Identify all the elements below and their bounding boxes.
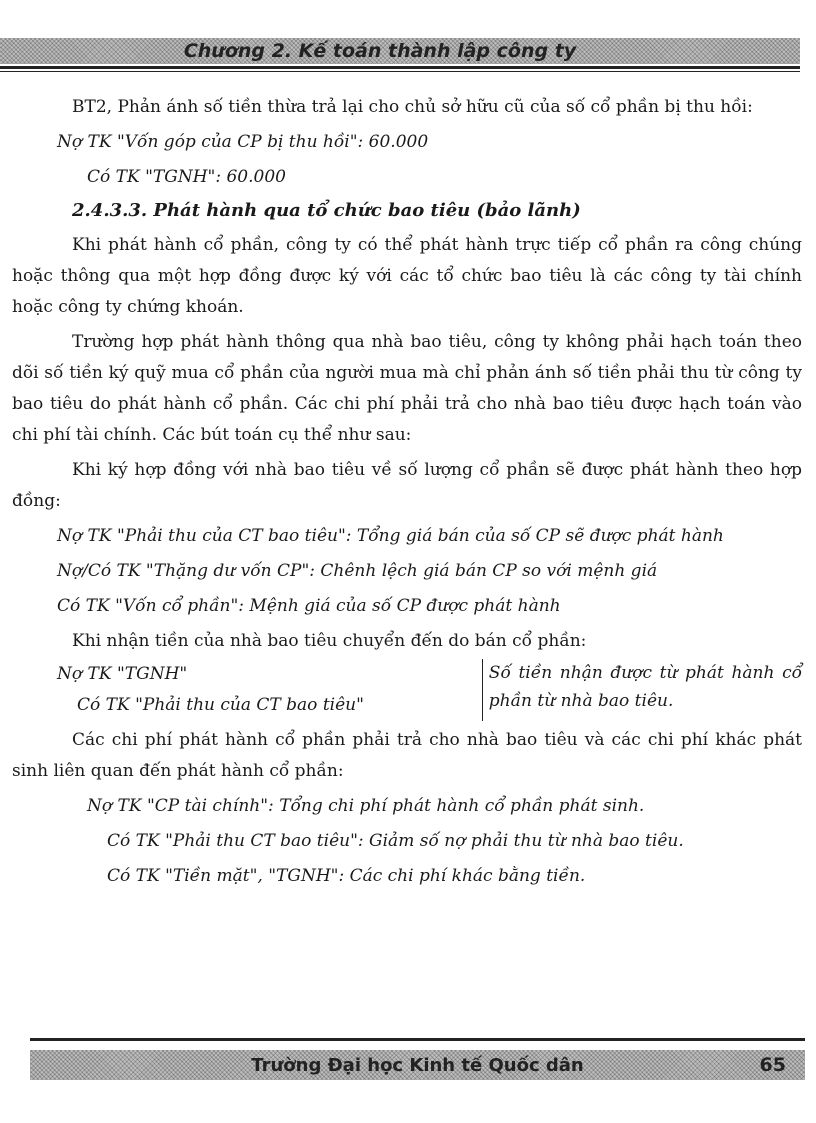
paragraph-underwriter-case: Trường hợp phát hành thông qua nhà bao tiêu, công ty không phải hạch toán theo dõi số tiền ký quỹ mua cổ phần của người mua mà chỉ phản ánh số tiền phải thu từ công ty bao tiêu do phát hành cổ phần. Các chi phí phải trả cho nhà bao tiêu được hạch toán vào chi phí tài chính. Các bút toán cụ thể như sau:	[12, 332, 802, 445]
chapter-title: Chương 2. Kế toán thành lập công ty	[183, 40, 577, 62]
entry-credit-tgnh: Có TK "TGNH": 60.000	[87, 167, 286, 187]
entry-share-premium: Nợ/Có TK "Thặng dư vốn CP": Chênh lệch giá bán CP so với mệnh giá	[57, 561, 658, 581]
entry-debit-returned-shares: Nợ TK "Vốn góp của CP bị thu hồi": 60.000	[57, 132, 429, 152]
entry-debit-financial-cost: Nợ TK "CP tài chính": Tổng chi phí phát hành cổ phần phát sinh.	[87, 796, 645, 816]
entry-receive-cash-note: Số tiền nhận được từ phát hành cổ phần từ nhà bao tiêu.	[482, 659, 802, 721]
section-heading: 2.4.3.3. Phát hành qua tổ chức bao tiêu (bảo lãnh)	[72, 200, 581, 221]
entry-credit-underwriter: Có TK "Phải thu của CT bao tiêu"	[77, 695, 364, 715]
paragraph-issue-methods: Khi phát hành cổ phần, công ty có thể phát hành trực tiếp cổ phần ra công chúng hoặc thông qua một hợp đồng được ký với các tổ chức bao tiêu là các công ty tài chính hoặc công ty chứng khoán.	[12, 235, 802, 317]
paragraph-receive-cash: Khi nhận tiền của nhà bao tiêu chuyển đến do bán cổ phần:	[72, 631, 587, 651]
paragraph-bt2: BT2, Phản ánh số tiền thừa trả lại cho chủ sở hữu cũ của số cổ phần bị thu hồi:	[72, 97, 753, 117]
entry-credit-share-capital: Có TK "Vốn cổ phần": Mệnh giá của số CP được phát hành	[57, 596, 561, 616]
footer-rule	[30, 1038, 805, 1041]
paragraph-contract-signing: Khi ký hợp đồng với nhà bao tiêu về số lượng cổ phần sẽ được phát hành theo hợp đồng:	[12, 460, 802, 511]
entry-receive-cash-accounts	[12, 659, 482, 721]
header-rule	[0, 66, 800, 69]
entry-debit-tgnh: Nợ TK "TGNH"	[57, 664, 188, 684]
page-number: 65	[759, 1054, 786, 1076]
header-rule-thin	[0, 71, 800, 72]
page-content	[12, 92, 802, 892]
footer-title: Trường Đại học Kinh tế Quốc dân	[251, 1055, 584, 1076]
paragraph-issue-costs: Các chi phí phát hành cổ phần phải trả cho nhà bao tiêu và các chi phí khác phát sinh liên quan đến phát hành cổ phần:	[12, 730, 802, 781]
entry-debit-underwriter-receivable: Nợ TK "Phải thu của CT bao tiêu": Tổng giá bán của số CP sẽ được phát hành	[57, 526, 724, 546]
entry-receive-cash-block	[12, 659, 802, 721]
entry-credit-cash: Có TK "Tiền mặt", "TGNH": Các chi phí khác bằng tiền.	[107, 866, 586, 886]
entry-credit-underwriter-receivable: Có TK "Phải thu CT bao tiêu": Giảm số nợ phải thu từ nhà bao tiêu.	[107, 831, 684, 851]
